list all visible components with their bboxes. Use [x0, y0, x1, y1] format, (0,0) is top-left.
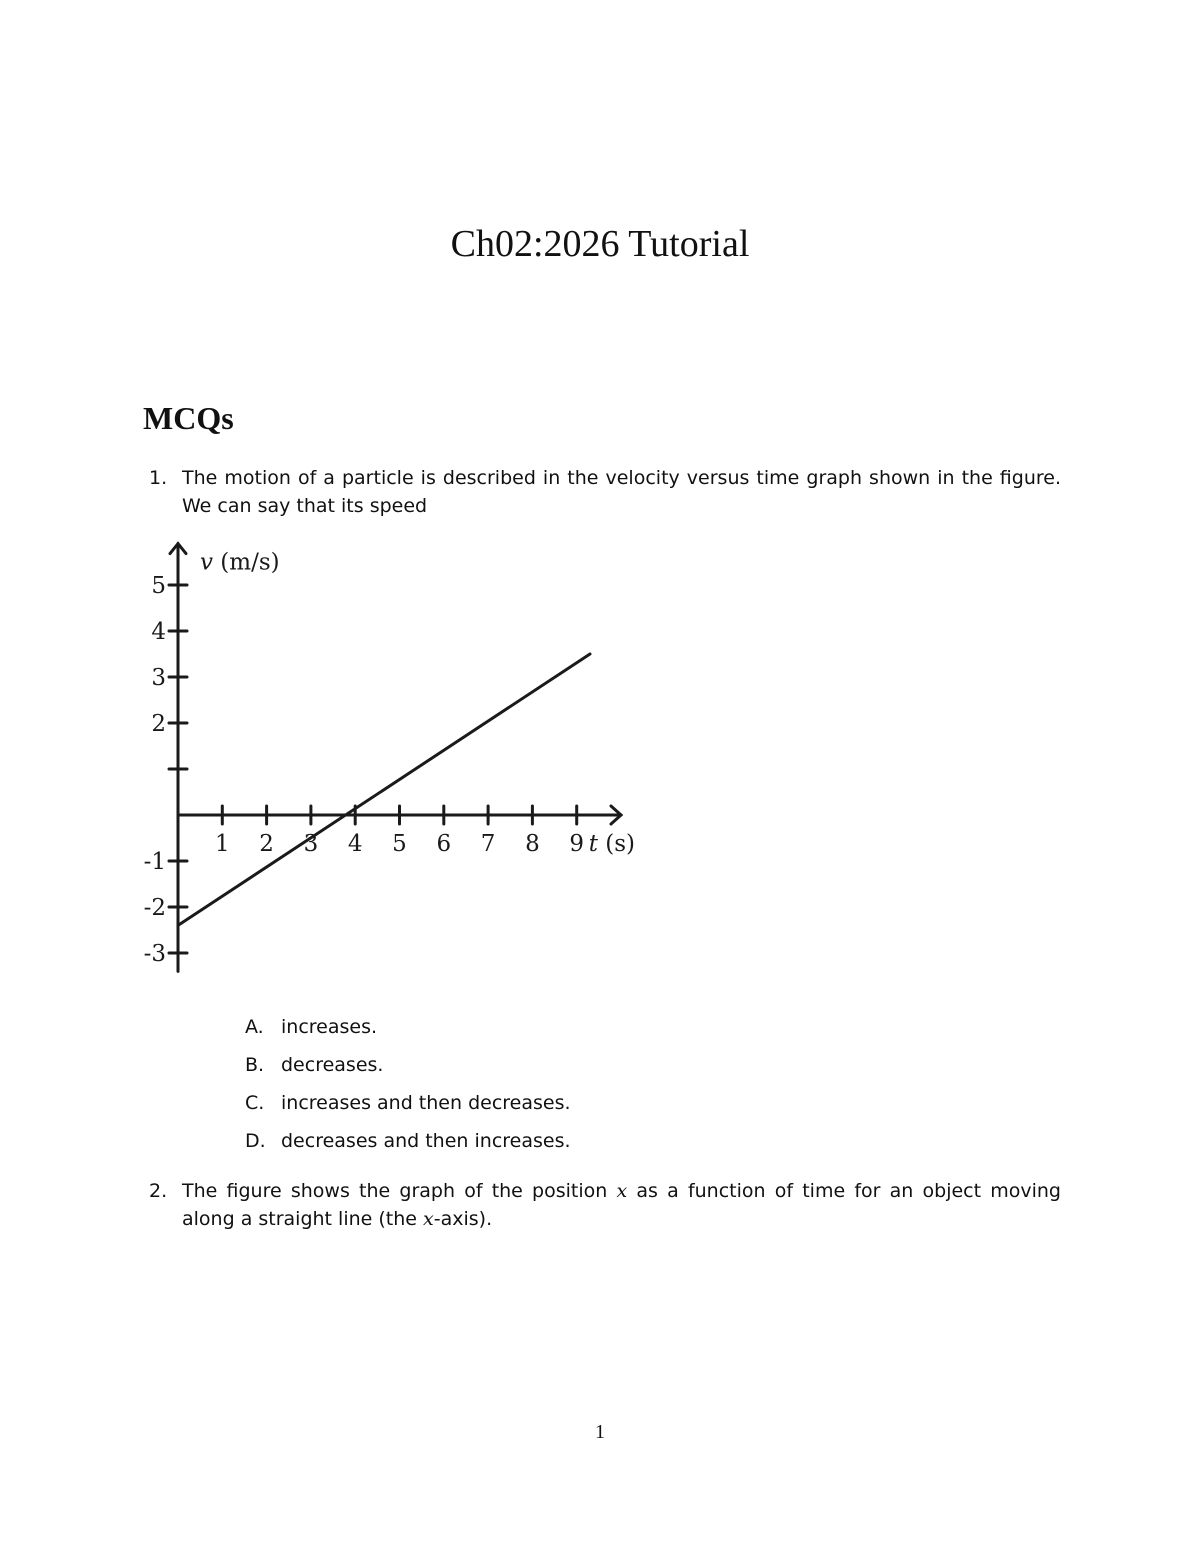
velocity-line [178, 654, 590, 925]
x-tick-label: 6 [436, 831, 452, 857]
question-text-part: -axis). [433, 1208, 493, 1230]
option-a[interactable] [245, 1013, 571, 1051]
y-tick-label: 3 [151, 665, 166, 691]
option-text: increases and then decreases. [281, 1092, 571, 1114]
x-axis-label [589, 831, 635, 857]
x-tick-label: 9 [569, 831, 585, 857]
y-tick-label: 2 [151, 711, 166, 737]
option-letter: B. [245, 1054, 265, 1076]
section-heading: MCQs [143, 400, 234, 436]
math-variable: x [616, 1180, 628, 1202]
question-1 [143, 464, 1061, 520]
option-letter: D. [245, 1130, 266, 1152]
option-text: decreases. [281, 1054, 384, 1076]
x-tick-label: 2 [259, 831, 274, 857]
x-tick-label: 7 [480, 831, 496, 857]
x-axis-unit: (s) [597, 831, 636, 857]
option-b[interactable] [245, 1051, 571, 1089]
question-2 [143, 1177, 1061, 1233]
x-tick-label: 3 [303, 831, 319, 857]
x-tick-label: 5 [392, 831, 407, 857]
y-axis-unit: (m/s) [213, 549, 280, 576]
question-text: The motion of a particle is described in the velocity versus time graph shown in the figure. We can say that its speed [182, 467, 1061, 517]
option-c[interactable] [245, 1089, 571, 1127]
y-tick-label: -3 [143, 941, 166, 967]
y-tick-label: 5 [151, 573, 166, 599]
option-text: increases. [281, 1016, 378, 1038]
math-variable: x [423, 1208, 434, 1230]
velocity-time-graph [130, 535, 670, 985]
page-title: Ch02:2026 Tutorial [450, 223, 750, 265]
x-axis-variable: t [588, 831, 598, 857]
y-axis-label [200, 550, 280, 576]
option-text: decreases and then increases. [281, 1130, 571, 1152]
answer-options [245, 1013, 571, 1165]
question-text-part: as a function of time for an object moving along a straight line (the [182, 1180, 1061, 1230]
option-d[interactable] [245, 1127, 571, 1165]
y-tick-label: -2 [143, 895, 166, 921]
question-number: 2. [149, 1180, 168, 1202]
x-tick-label: 4 [347, 831, 363, 857]
page-number: 1 [595, 1421, 605, 1443]
x-tick-label: 1 [214, 831, 230, 857]
question-text-part: The figure shows the graph of the position [182, 1180, 617, 1202]
y-tick-label: -1 [143, 849, 166, 875]
option-letter: A. [245, 1016, 264, 1038]
x-tick-label: 8 [525, 831, 540, 857]
y-tick-label: 4 [151, 619, 166, 645]
question-number: 1. [149, 467, 168, 489]
y-axis-variable: v [200, 549, 213, 576]
question-text [182, 1177, 1061, 1233]
option-letter: C. [245, 1092, 265, 1114]
